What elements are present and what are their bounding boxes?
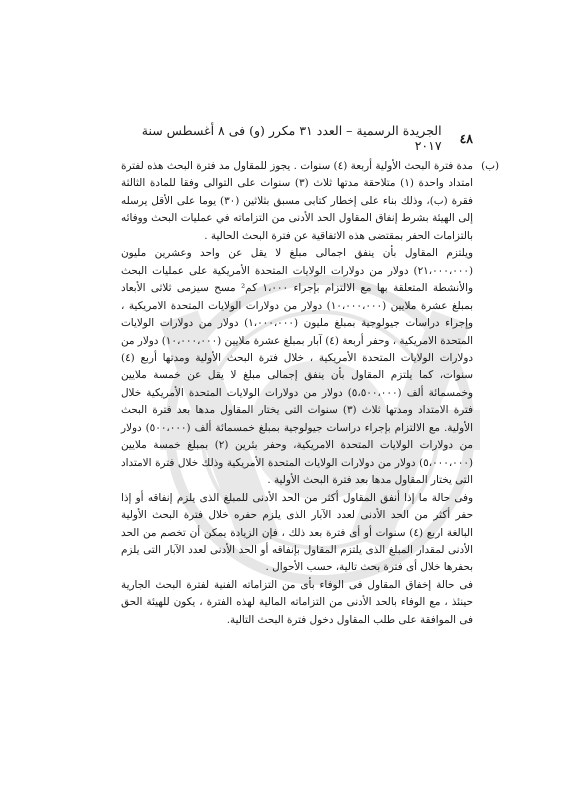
paragraph-text: ويلتزم المقاول بأن ينفق اجمالى مبلغ لا يقل عن واحد وعشرين مليون (٢١،٠٠٠،٠٠٠) دولار من دولارات الولايات المتحدة الأمريكية على عمليات البحث والأنشطة المتعلقة بها مع الالتزام بإجراء ١،٠٠٠ كم² مسح سيزمى ثلاثى الأبعاد بمبلغ عشرة ملايين (١٠،٠٠٠،٠٠٠) دولار من دولارات الولايات المتحدة الامريكية ، وإجراء دراسات جيولوجية بمبلغ مليون (١،٠٠٠،٠٠٠) دولار من دولارات الولايات المتحدة الامريكية ، وحفر أربعة (٤) آبار بمبلغ عشرة ملايين (١٠،٠٠٠،٠٠٠) دولار من دولارات الولايات المتحدة الأمريكية ، خلال فترة البحث الأولية ومدتها أربع (٤) سنوات، كما يلتزم المقاول بأن ينفق إجمالى مبلغ لا يقل عن خمسة ملايين وخمسمائة ألف (٥،٥٠٠،٠٠٠) دولار من دولارات الولايات المتحدة الأمريكية خلال فترة الامتداد ومدتها ثلاث (٣) سنوات التى يختار المقاول مدها بعد فترة البحث الأولية. مع الالتزام بإجراء دراسات جيولوجية بمبلغ خمسمائة ألف (٥٠٠،٠٠٠) دولار من دولارات الولايات المتحدة الامريكية، وحفر بئرين (٢) بمبلغ خمسة ملايين (٥،٠٠٠،٠٠٠) دولار من دولارات الولايات المتحدة الأمريكية وذلك خلال فترة الامتداد التى يختار المقاول مدها بعد فترة البحث الأولية .: [121, 247, 474, 487]
paragraph-marker: (ب): [481, 160, 499, 172]
paragraph-text: وفى حالة ما إذا أنفق المقاول أكثر من الحد الأدنى للمبلغ الذى يلزم إنفاقه أو إذا حفر أكثر من الحد الأدنى لعدد الآبار الذى يلزم حفره خلال فترة البحث الأولية البالغة اربع (٤) سنوات أو أى فترة بعد ذلك ، فإن الزيادة يمكن أن تخصم من الحد الأدنى لمقدار المبلغ الذى يلتزم المقاول بإنفاقه أو الحد الأدنى لعدد الآبار التى يلزم بحفرها خلال أى فترة بحث تالية، حسب الأحوال .: [121, 491, 473, 574]
page-number: ٤٨: [459, 130, 473, 146]
running-header: [120, 123, 473, 153]
paragraph: [121, 245, 473, 489]
running-title: الجريدة الرسمية – العدد ٣١ مكرر (و) فى ٨ أغسطس سنة ٢٠١٧: [141, 123, 442, 153]
paragraph-text: مدة فترة البحث الأولية أربعة (٤) سنوات . يجوز للمقاول مد فترة البحث هذه لفترة امتداد واحدة (١) متلاحقة مدتها ثلاث (٣) سنوات على التوالى وفقا للمادة الثالثة فقرة (ب)، وذلك بناء على إخطار كتابى مسبق بثلاثين (٣٠) يوما على الأقل يرسله إلى الهيئة بشرط إنفاق المقاول الحد الأدنى من التزاماته في عمليات البحث ووفائه بالتزامات الحفر بمقتضى هذه الاتفاقية عن فترة البحث الحالية .: [121, 160, 473, 242]
paragraph: [121, 158, 499, 245]
body-text: [121, 158, 499, 629]
paragraph-text: فى حالة إخفاق المقاول فى الوفاء بأى من التزاماته الفنية لفترة البحث الجارية حينئذ ، مع الوفاء بالحد الأدنى من التزاماته المالية لهذه الفترة ، يكون للهيئة الحق فى الموافقة على طلب المقاول دخول فترة البحث التالية.: [121, 578, 473, 626]
paragraph: [121, 490, 473, 577]
paragraph: [121, 577, 473, 629]
